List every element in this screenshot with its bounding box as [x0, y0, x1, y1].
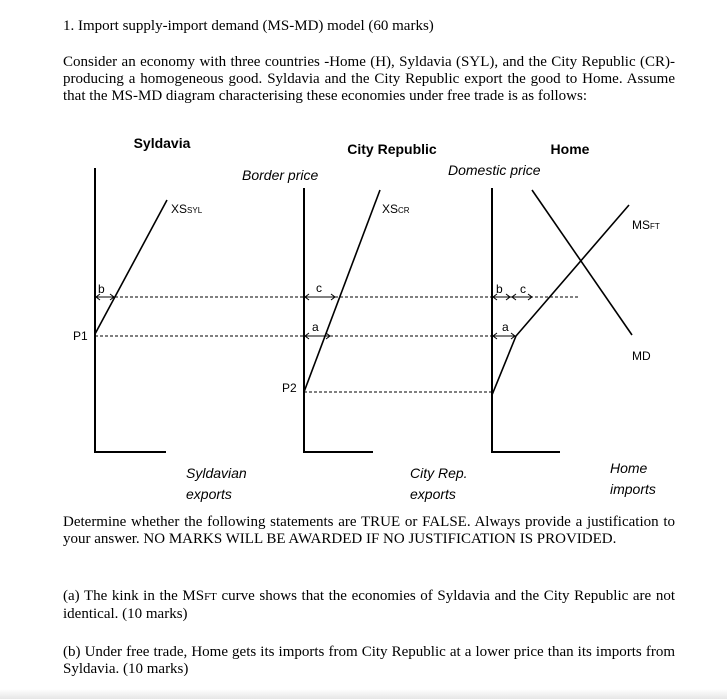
xs-syl-curve: [95, 200, 167, 334]
home-panel-title: Home: [550, 141, 590, 157]
city-republic-panel-title: City Republic: [347, 141, 437, 157]
cr-exports-label-1: City Rep.: [410, 465, 468, 481]
syldavia-panel-title: Syldavia: [133, 135, 191, 151]
home-b-label: b: [496, 282, 503, 296]
md-label: MD: [632, 349, 651, 363]
syldavia-axes: [95, 168, 166, 452]
syl-b-label: b: [98, 282, 105, 296]
xs-cr-label: XSCR: [382, 202, 410, 216]
question-title: 1. Import supply-import demand (MS-MD) model (60 marks): [63, 18, 434, 34]
home-a-label: a: [502, 320, 509, 334]
syldavian-exports-label-2: exports: [186, 486, 232, 502]
p2-label: P2: [282, 381, 297, 395]
md-curve: [532, 190, 632, 335]
home-imports-label-1: Home: [610, 460, 648, 476]
bottom-shade: [0, 689, 727, 699]
border-price-label: Border price: [242, 167, 319, 183]
ms-md-diagram: [0, 128, 727, 508]
home-c-label: c: [520, 282, 526, 296]
domestic-price-label: Domestic price: [448, 162, 541, 178]
xs-syl-label: XSSYL: [171, 202, 203, 216]
syldavian-exports-label-1: Syldavian: [186, 465, 247, 481]
cr-c-label: c: [316, 281, 322, 295]
instructions-paragraph: Determine whether the following statements are TRUE or FALSE. Always provide a justification to your answer. NO MARKS WILL BE AWARDED IF NO JUSTIFICATION IS PROVIDED.: [63, 514, 675, 547]
home-imports-label-2: imports: [610, 481, 656, 497]
cr-exports-label-2: exports: [410, 486, 456, 502]
part-a-question: (a) The kink in the MSFT curve shows that the economies of Syldavia and the City Republic are not identical. (10 marks): [63, 588, 675, 622]
intro-paragraph: Consider an economy with three countries -Home (H), Syldavia (SYL), and the City Republic (CR)- producing a homogeneous good. Syldavia and the City Republic export the good to Home. Assume that the MS-MD diagram characterising these economies under free trade is as follows:: [63, 54, 675, 104]
part-b-question: (b) Under free trade, Home gets its imports from City Republic at a lower price than its imports from Syldavia. (10 marks): [63, 644, 675, 677]
cr-a-label: a: [312, 320, 319, 334]
ms-ft-label: MSFT: [632, 218, 660, 232]
p1-label: P1: [73, 329, 88, 343]
